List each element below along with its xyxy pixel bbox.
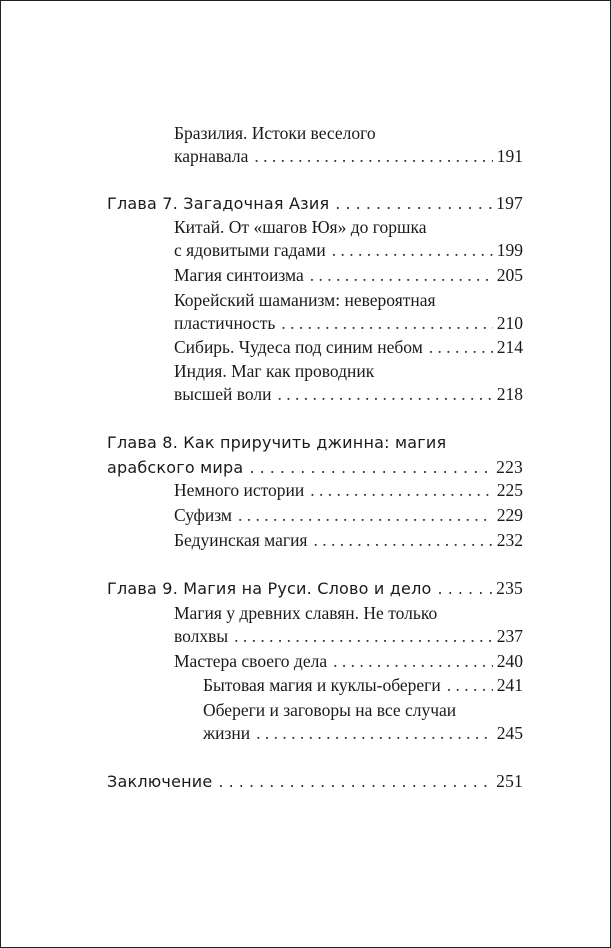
dot-leader bbox=[238, 503, 493, 527]
toc-entry-title: с ядовитыми гадами bbox=[174, 240, 326, 260]
dot-leader bbox=[234, 624, 493, 648]
page-number: 240 bbox=[496, 651, 523, 671]
toc-entry-bedouin[interactable] bbox=[174, 528, 523, 552]
dot-leader bbox=[310, 263, 493, 287]
toc-entry-china-line1 bbox=[174, 215, 426, 239]
page-number: 232 bbox=[496, 530, 523, 550]
page-number: 214 bbox=[496, 337, 523, 357]
toc-entry-title: жизни bbox=[203, 723, 251, 743]
chapter-title: Заключение bbox=[107, 772, 213, 791]
dot-leader bbox=[278, 382, 493, 406]
toc-entry-slavs-line1 bbox=[174, 601, 437, 625]
page-number: 218 bbox=[496, 384, 523, 404]
toc-entry-title: волхвы bbox=[174, 626, 229, 646]
toc-entry-title: Бедуинская магия bbox=[174, 530, 308, 550]
toc-entry-title: Корейский шаманизм: невероятная bbox=[174, 290, 436, 310]
toc-entry-brazil-line1 bbox=[174, 121, 376, 145]
dot-leader bbox=[447, 673, 493, 697]
toc-entry-china[interactable] bbox=[174, 238, 523, 262]
page-number: 199 bbox=[496, 240, 523, 260]
dot-leader bbox=[313, 528, 492, 552]
chapter-title: арабского мира bbox=[107, 458, 244, 477]
dot-leader bbox=[429, 335, 493, 359]
page-number: 229 bbox=[496, 505, 523, 525]
page-number: 245 bbox=[496, 723, 523, 743]
toc-entry-title: Суфизм bbox=[174, 505, 232, 525]
page-number: 191 bbox=[496, 146, 523, 166]
page-number: 251 bbox=[496, 771, 523, 791]
page-number: 241 bbox=[496, 675, 523, 695]
toc-chapter-8[interactable] bbox=[107, 455, 523, 480]
chapter-title: Глава 7. Загадочная Азия bbox=[107, 194, 330, 213]
page-number: 205 bbox=[496, 265, 523, 285]
toc-entry-korea[interactable] bbox=[174, 311, 523, 335]
toc-entry-brazil[interactable] bbox=[174, 144, 523, 168]
toc-entry-india-line1 bbox=[174, 359, 374, 383]
dot-leader bbox=[332, 238, 493, 262]
chapter-title: Глава 8. Как приручить джинна: магия bbox=[107, 433, 447, 452]
toc-entry-title: Индия. Маг как проводник bbox=[174, 361, 375, 381]
page-number: 225 bbox=[496, 480, 523, 500]
toc-entry-title: пластичность bbox=[174, 313, 276, 333]
toc-entry-korea-line1 bbox=[174, 288, 436, 312]
toc-entry-charms[interactable] bbox=[203, 721, 523, 745]
toc-entry-siberia[interactable] bbox=[174, 335, 523, 359]
toc-entry-title: высшей воли bbox=[174, 384, 272, 404]
dot-leader bbox=[218, 770, 492, 794]
toc-entry-shinto[interactable] bbox=[174, 263, 523, 287]
page-number: 210 bbox=[496, 313, 523, 333]
toc-entry-charms-line1 bbox=[203, 698, 456, 722]
toc-entry-title: Магия синтоизма bbox=[174, 265, 304, 285]
toc-entry-household-magic[interactable] bbox=[203, 673, 523, 697]
toc-entry-india[interactable] bbox=[174, 382, 523, 406]
toc-entry-title: Немного истории bbox=[174, 480, 305, 500]
toc-entry-title: Сибирь. Чудеса под синим небом bbox=[174, 337, 423, 357]
dot-leader bbox=[335, 192, 492, 216]
toc-entry-title: Китай. От «шагов Юя» до горшка bbox=[174, 217, 427, 237]
dot-leader bbox=[438, 577, 493, 601]
toc-entry-title: Обереги и заговоры на все случаи bbox=[203, 700, 457, 720]
toc-chapter-9[interactable] bbox=[107, 576, 523, 601]
page-number: 235 bbox=[496, 578, 523, 598]
toc-chapter-7[interactable] bbox=[107, 191, 523, 216]
toc-entry-history[interactable] bbox=[174, 478, 523, 502]
dot-leader bbox=[333, 649, 493, 673]
dot-leader bbox=[254, 144, 492, 168]
toc-conclusion[interactable] bbox=[107, 769, 523, 794]
toc-entry-slavs[interactable] bbox=[174, 624, 523, 648]
toc-entry-title: Мастера своего дела bbox=[174, 651, 328, 671]
toc-entry-title: Бытовая магия и куклы-обереги bbox=[203, 675, 441, 695]
toc-entry-sufism[interactable] bbox=[174, 503, 523, 527]
chapter-title: Глава 9. Магия на Руси. Слово и дело bbox=[107, 579, 432, 598]
toc-entry-title: Магия у древних славян. Не только bbox=[174, 603, 438, 623]
toc-chapter-8-line1 bbox=[107, 431, 446, 455]
dot-leader bbox=[256, 721, 493, 745]
dot-leader bbox=[310, 478, 493, 502]
page-number: 197 bbox=[496, 193, 523, 213]
dot-leader bbox=[281, 311, 492, 335]
dot-leader bbox=[249, 456, 492, 480]
toc-entry-masters[interactable] bbox=[174, 649, 523, 673]
toc-entry-title: Бразилия. Истоки веселого bbox=[174, 123, 376, 143]
page-number: 237 bbox=[496, 626, 523, 646]
toc-entry-title: карнавала bbox=[174, 146, 249, 166]
page-number: 223 bbox=[496, 457, 523, 477]
